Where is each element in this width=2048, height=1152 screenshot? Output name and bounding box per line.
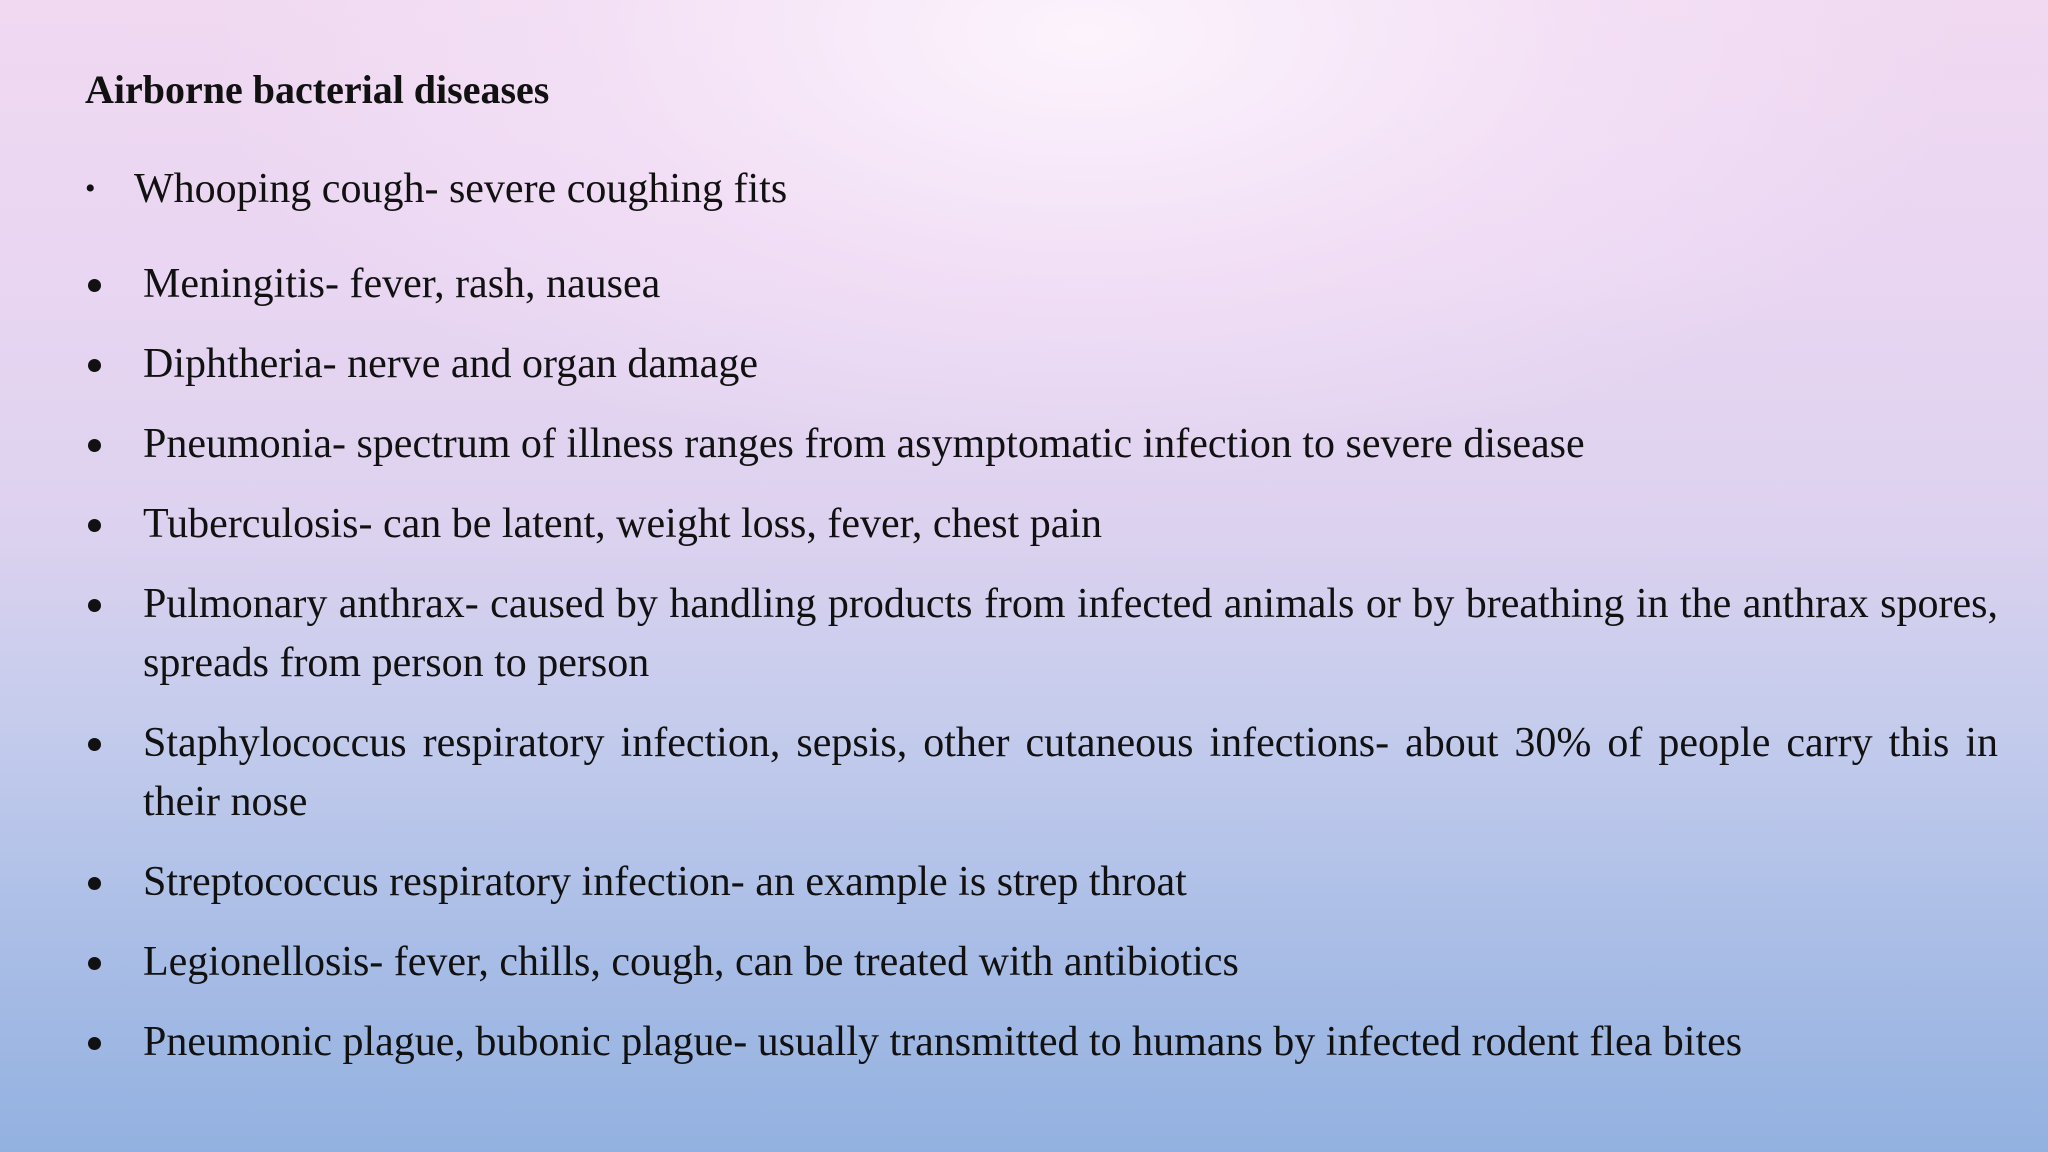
list-item-text: Pneumonia- spectrum of illness ranges from asymptomatic infection to severe disease — [143, 421, 1585, 467]
list-item-whooping-cough — [85, 159, 2005, 219]
bullet-dot-icon — [88, 877, 101, 890]
list-item — [85, 495, 1998, 554]
list-item-text: Pneumonic plague, bubonic plague- usually transmitted to humans by infected rodent flea bites — [143, 1019, 1743, 1065]
slide-title: Airborne bacterial diseases — [85, 67, 550, 112]
list-item-text: Diphtheria- nerve and organ damage — [143, 341, 758, 387]
bullet-dot-icon — [88, 519, 101, 532]
list-item-text: Tuberculosis- can be latent, weight loss, fever, chest pain — [143, 501, 1103, 547]
bullet-dot-icon — [88, 738, 101, 751]
list-item — [85, 933, 1998, 992]
list-item — [85, 714, 1998, 832]
list-item — [85, 853, 1998, 912]
list-item-text: Staphylococcus respiratory infection, sepsis, other cutaneous infections- about 30% of people carry this in their nose — [143, 720, 1998, 825]
list-item-text: Meningitis- fever, rash, nausea — [143, 261, 661, 307]
bullet-dot-icon — [88, 439, 101, 452]
bullet-icon: • — [85, 172, 96, 205]
disease-list — [85, 255, 1998, 1093]
bullet-dot-icon — [88, 1037, 101, 1050]
list-item-text: Legionellosis- fever, chills, cough, can be treated with antibiotics — [143, 939, 1239, 985]
bullet-dot-icon — [88, 279, 101, 292]
list-item — [85, 575, 1998, 693]
list-item — [85, 415, 1998, 474]
list-item-text: Streptococcus respiratory infection- an example is strep throat — [143, 859, 1187, 905]
list-item-text: Pulmonary anthrax- caused by handling products from infected animals or by breathing in the anthrax spores, spreads from person to person — [143, 581, 1998, 686]
bullet-dot-icon — [88, 599, 101, 612]
list-item — [85, 1013, 1998, 1072]
list-item-text: Whooping cough- severe coughing fits — [134, 166, 788, 212]
bullet-dot-icon — [88, 957, 101, 970]
list-item — [85, 335, 1998, 394]
list-item — [85, 255, 1998, 314]
bullet-dot-icon — [88, 359, 101, 372]
